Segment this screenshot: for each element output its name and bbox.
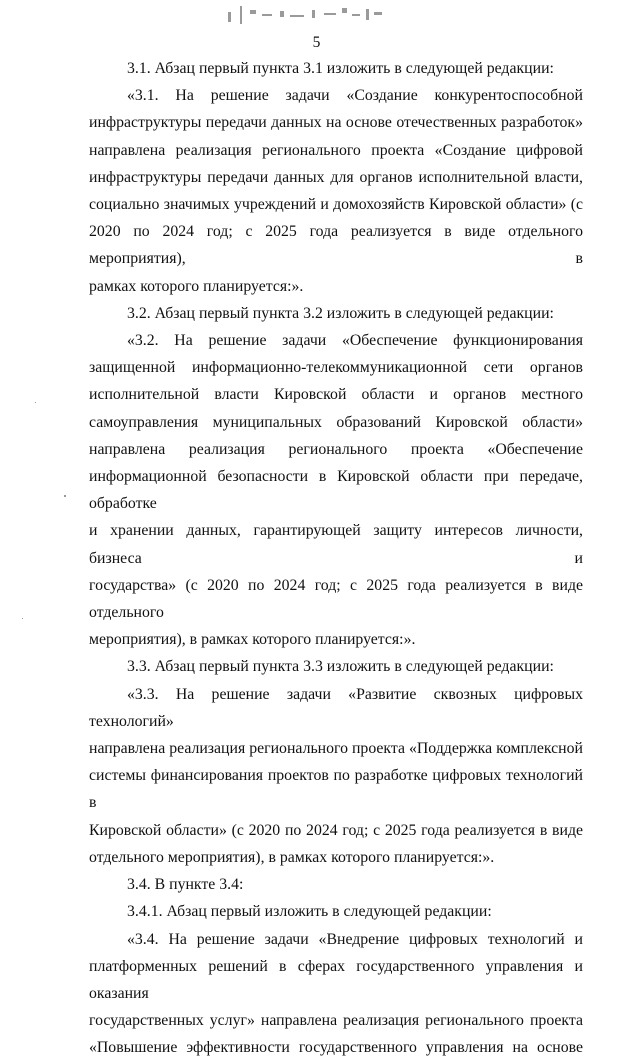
text-line: инфраструктуры передачи данных на основе отечественных разработок»	[89, 114, 583, 132]
paragraph-3-3-intro	[89, 653, 583, 680]
text-line: 3.1. Абзац первый пункта 3.1 изложить в следующей редакции:	[127, 60, 554, 77]
text-line: «Повышение эффективности государственного управления на основе	[89, 1039, 583, 1057]
text-line: 3.3. Абзац первый пункта 3.3 изложить в следующей редакции:	[127, 658, 554, 676]
paragraph-3-1-intro	[89, 55, 583, 82]
text-line: «3.1. На решение задачи «Создание конкурентоспособной	[127, 87, 583, 105]
paragraph-3-1-text	[89, 82, 583, 300]
text-line: мероприятия), в рамках которого планируется:».	[89, 631, 416, 649]
paragraph-3-2-intro	[89, 300, 583, 327]
text-line: и хранении данных, гарантирующей защиту интересов личности, бизнеса и	[89, 522, 583, 567]
text-line: направлена реализация регионального проекта «Обеспечение	[89, 440, 583, 458]
text-line: системы финансирования проектов по разработке цифровых технологий в	[89, 767, 583, 812]
paragraph-3-3-text	[89, 681, 583, 871]
scan-speck	[64, 495, 66, 497]
scan-artifact	[228, 4, 388, 26]
text-line: «3.4. На решение задачи «Внедрение цифровых технологий и	[127, 930, 583, 948]
text-line: инфраструктуры передачи данных для органов исполнительной власти,	[89, 168, 583, 186]
page-number: 5	[312, 34, 321, 51]
text-line: Кировской области» (с 2020 по 2024 год; с 2025 года реализуется в виде	[89, 821, 583, 839]
text-line: направлена реализация регионального проекта «Поддержка комплексной	[89, 740, 583, 758]
text-line: отдельного мероприятия), в рамках которого планируется:».	[89, 848, 495, 866]
text-line: государства» (с 2020 по 2024 год; с 2025 года реализуется в виде отдельного	[89, 576, 583, 622]
text-line: самоуправления муниципальных образований Кировской области»	[89, 413, 583, 431]
document-body	[89, 55, 583, 1062]
paragraph-3-4-1-intro	[89, 898, 583, 925]
text-line: 3.2. Абзац первый пункта 3.2 изложить в следующей редакции:	[127, 304, 554, 322]
text-line: защищенной информационно-телекоммуникационной сети органов	[89, 359, 583, 377]
paragraph-3-4-intro	[89, 871, 583, 898]
text-line: государственных услуг» направлена реализация регионального проекта	[89, 1012, 583, 1030]
text-line: исполнительной власти Кировской области и органов местного	[89, 386, 583, 404]
text-line: 2020 по 2024 год; с 2025 года реализуется в виде отдельного мероприятия), в	[89, 223, 583, 268]
text-line: платформенных решений в сферах государственного управления и оказания	[89, 957, 583, 1002]
scan-speck	[35, 402, 36, 403]
text-line: «3.3. На решение задачи «Развитие сквозных цифровых технологий»	[89, 685, 583, 730]
text-line: направлена реализация регионального проекта «Создание цифровой	[89, 141, 583, 159]
text-line: 3.4. В пункте 3.4:	[127, 876, 244, 894]
scan-speck	[22, 618, 23, 619]
text-line: информационной безопасности в Кировской области при передаче, обработке	[89, 468, 583, 513]
text-line: рамках которого планируется:».	[89, 277, 304, 295]
paragraph-3-4-text	[89, 926, 583, 1062]
text-line: «3.2. На решение задачи «Обеспечение функционирования	[127, 332, 583, 350]
text-line: 3.4.1. Абзац первый изложить в следующей редакции:	[127, 903, 492, 921]
paragraph-3-2-text	[89, 327, 583, 653]
text-line: социально значимых учреждений и домохозяйств Кировской области» (с	[89, 196, 583, 214]
